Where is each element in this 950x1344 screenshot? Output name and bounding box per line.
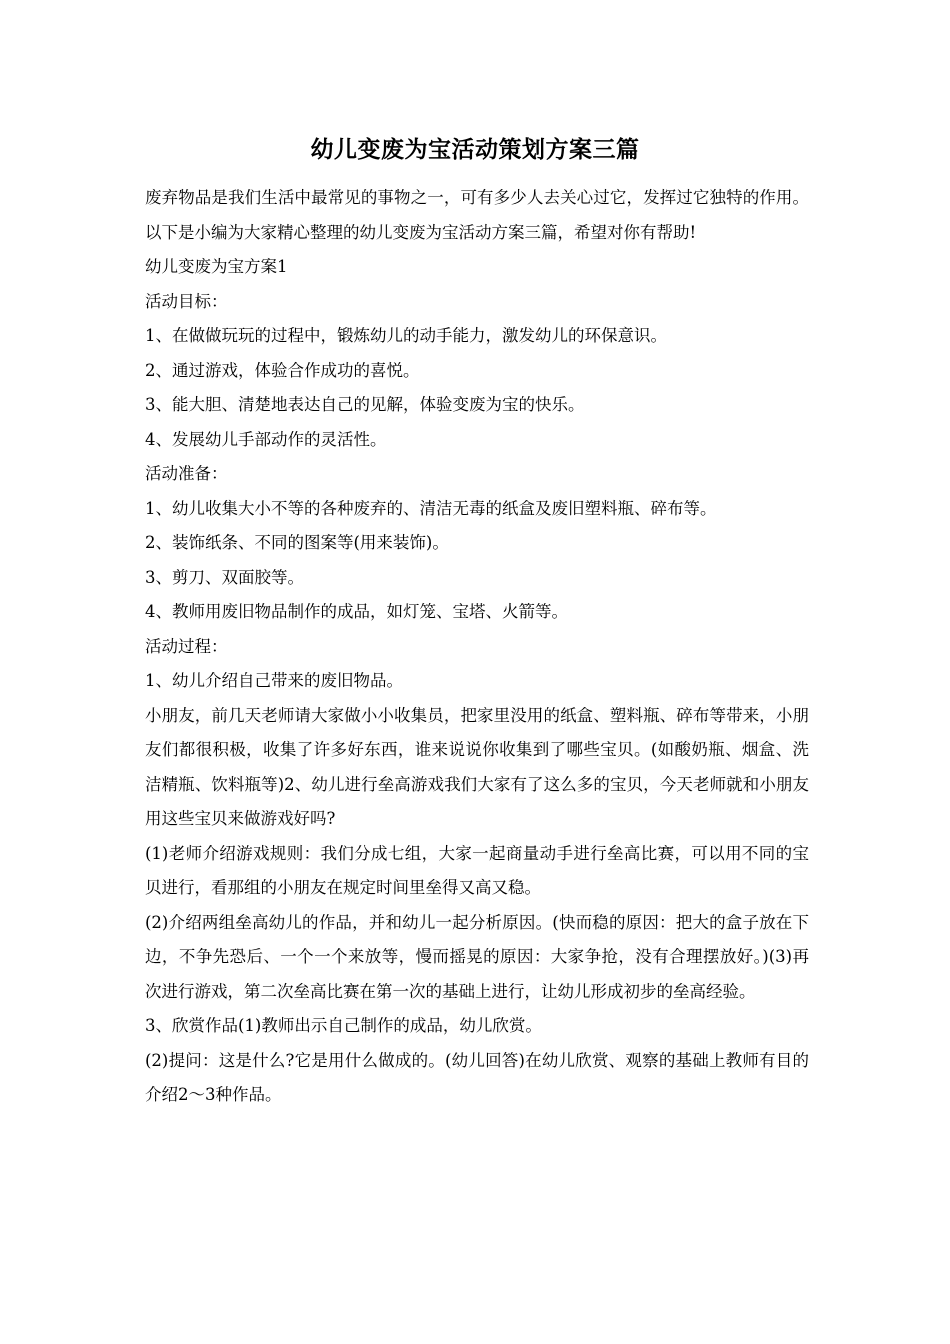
document-body (145, 181, 809, 1113)
paragraph-analysis: (2)介绍两组垒高幼儿的作品，并和幼儿一起分析原因。(快而稳的原因：把大的盒子放在下边，不争先恐后、一个一个来放等，慢而摇晃的原因：大家争抢，没有合理摆放好。)(3)再次进行游戏，第二次垒高比赛在第一次的基础上进行，让幼儿形成初步的垒高经验。 (145, 912, 809, 1001)
paragraph-process-intro: 小朋友，前几天老师请大家做小小收集员，把家里没用的纸盒、塑料瓶、碎布等带来，小朋友们都很积极，收集了许多好东西，谁来说说你收集到了哪些宝贝。(如酸奶瓶、烟盒、洗洁精瓶、饮料瓶等)2、幼儿进行垒高游戏我们大家有了这么多的宝贝，今天老师就和小朋友用这些宝贝来做游戏好吗? (145, 705, 809, 828)
document-title: 幼儿变废为宝活动策划方案三篇 (310, 136, 640, 163)
paragraph-game-rules: (1)老师介绍游戏规则：我们分成七组，大家一起商量动手进行垒高比赛，可以用不同的宝贝进行，看那组的小朋友在规定时间里垒得又高又稳。 (145, 843, 809, 897)
list-item-process-1: 1、幼儿介绍自己带来的废旧物品。 (145, 671, 403, 690)
paragraph-intro: 废弃物品是我们生活中最常见的事物之一，可有多少人去关心过它，发挥过它独特的作用。以下是小编为大家精心整理的幼儿变废为宝活动方案三篇，希望对你有帮助! (145, 188, 809, 242)
heading-activity-process: 活动过程： (145, 636, 228, 656)
heading-activity-preparation: 活动准备： (145, 464, 228, 483)
section-heading-plan-1: 幼儿变废为宝方案1 (145, 257, 288, 276)
heading-activity-goals: 活动目标： (145, 291, 228, 311)
list-item-process-3: 3、欣赏作品(1)教师出示自己制作的成品，幼儿欣赏。 (145, 1016, 542, 1035)
list-item-goal-2: 2、通过游戏，体验合作成功的喜悦。 (145, 360, 420, 380)
list-item-goal-4: 4、发展幼儿手部动作的灵活性。 (145, 429, 387, 449)
list-item-prep-4: 4、教师用废旧物品制作的成品，如灯笼、宝塔、火箭等。 (145, 602, 568, 621)
paragraph-questions: (2)提问：这是什么?它是用什么做成的。(幼儿回答)在幼儿欣赏、观察的基础上教师有目的介绍2～3种作品。 (145, 1050, 809, 1104)
list-item-prep-2: 2、装饰纸条、不同的图案等(用来装饰)。 (145, 533, 449, 552)
list-item-goal-1: 1、在做做玩玩的过程中，锻炼幼儿的动手能力，激发幼儿的环保意识。 (145, 326, 667, 345)
list-item-prep-1: 1、幼儿收集大小不等的各种废弃的、清洁无毒的纸盒及废旧塑料瓶、碎布等。 (145, 498, 717, 518)
list-item-goal-3: 3、能大胆、清楚地表达自己的见解，体验变废为宝的快乐。 (145, 395, 585, 414)
list-item-prep-3: 3、剪刀、双面胶等。 (145, 567, 304, 587)
